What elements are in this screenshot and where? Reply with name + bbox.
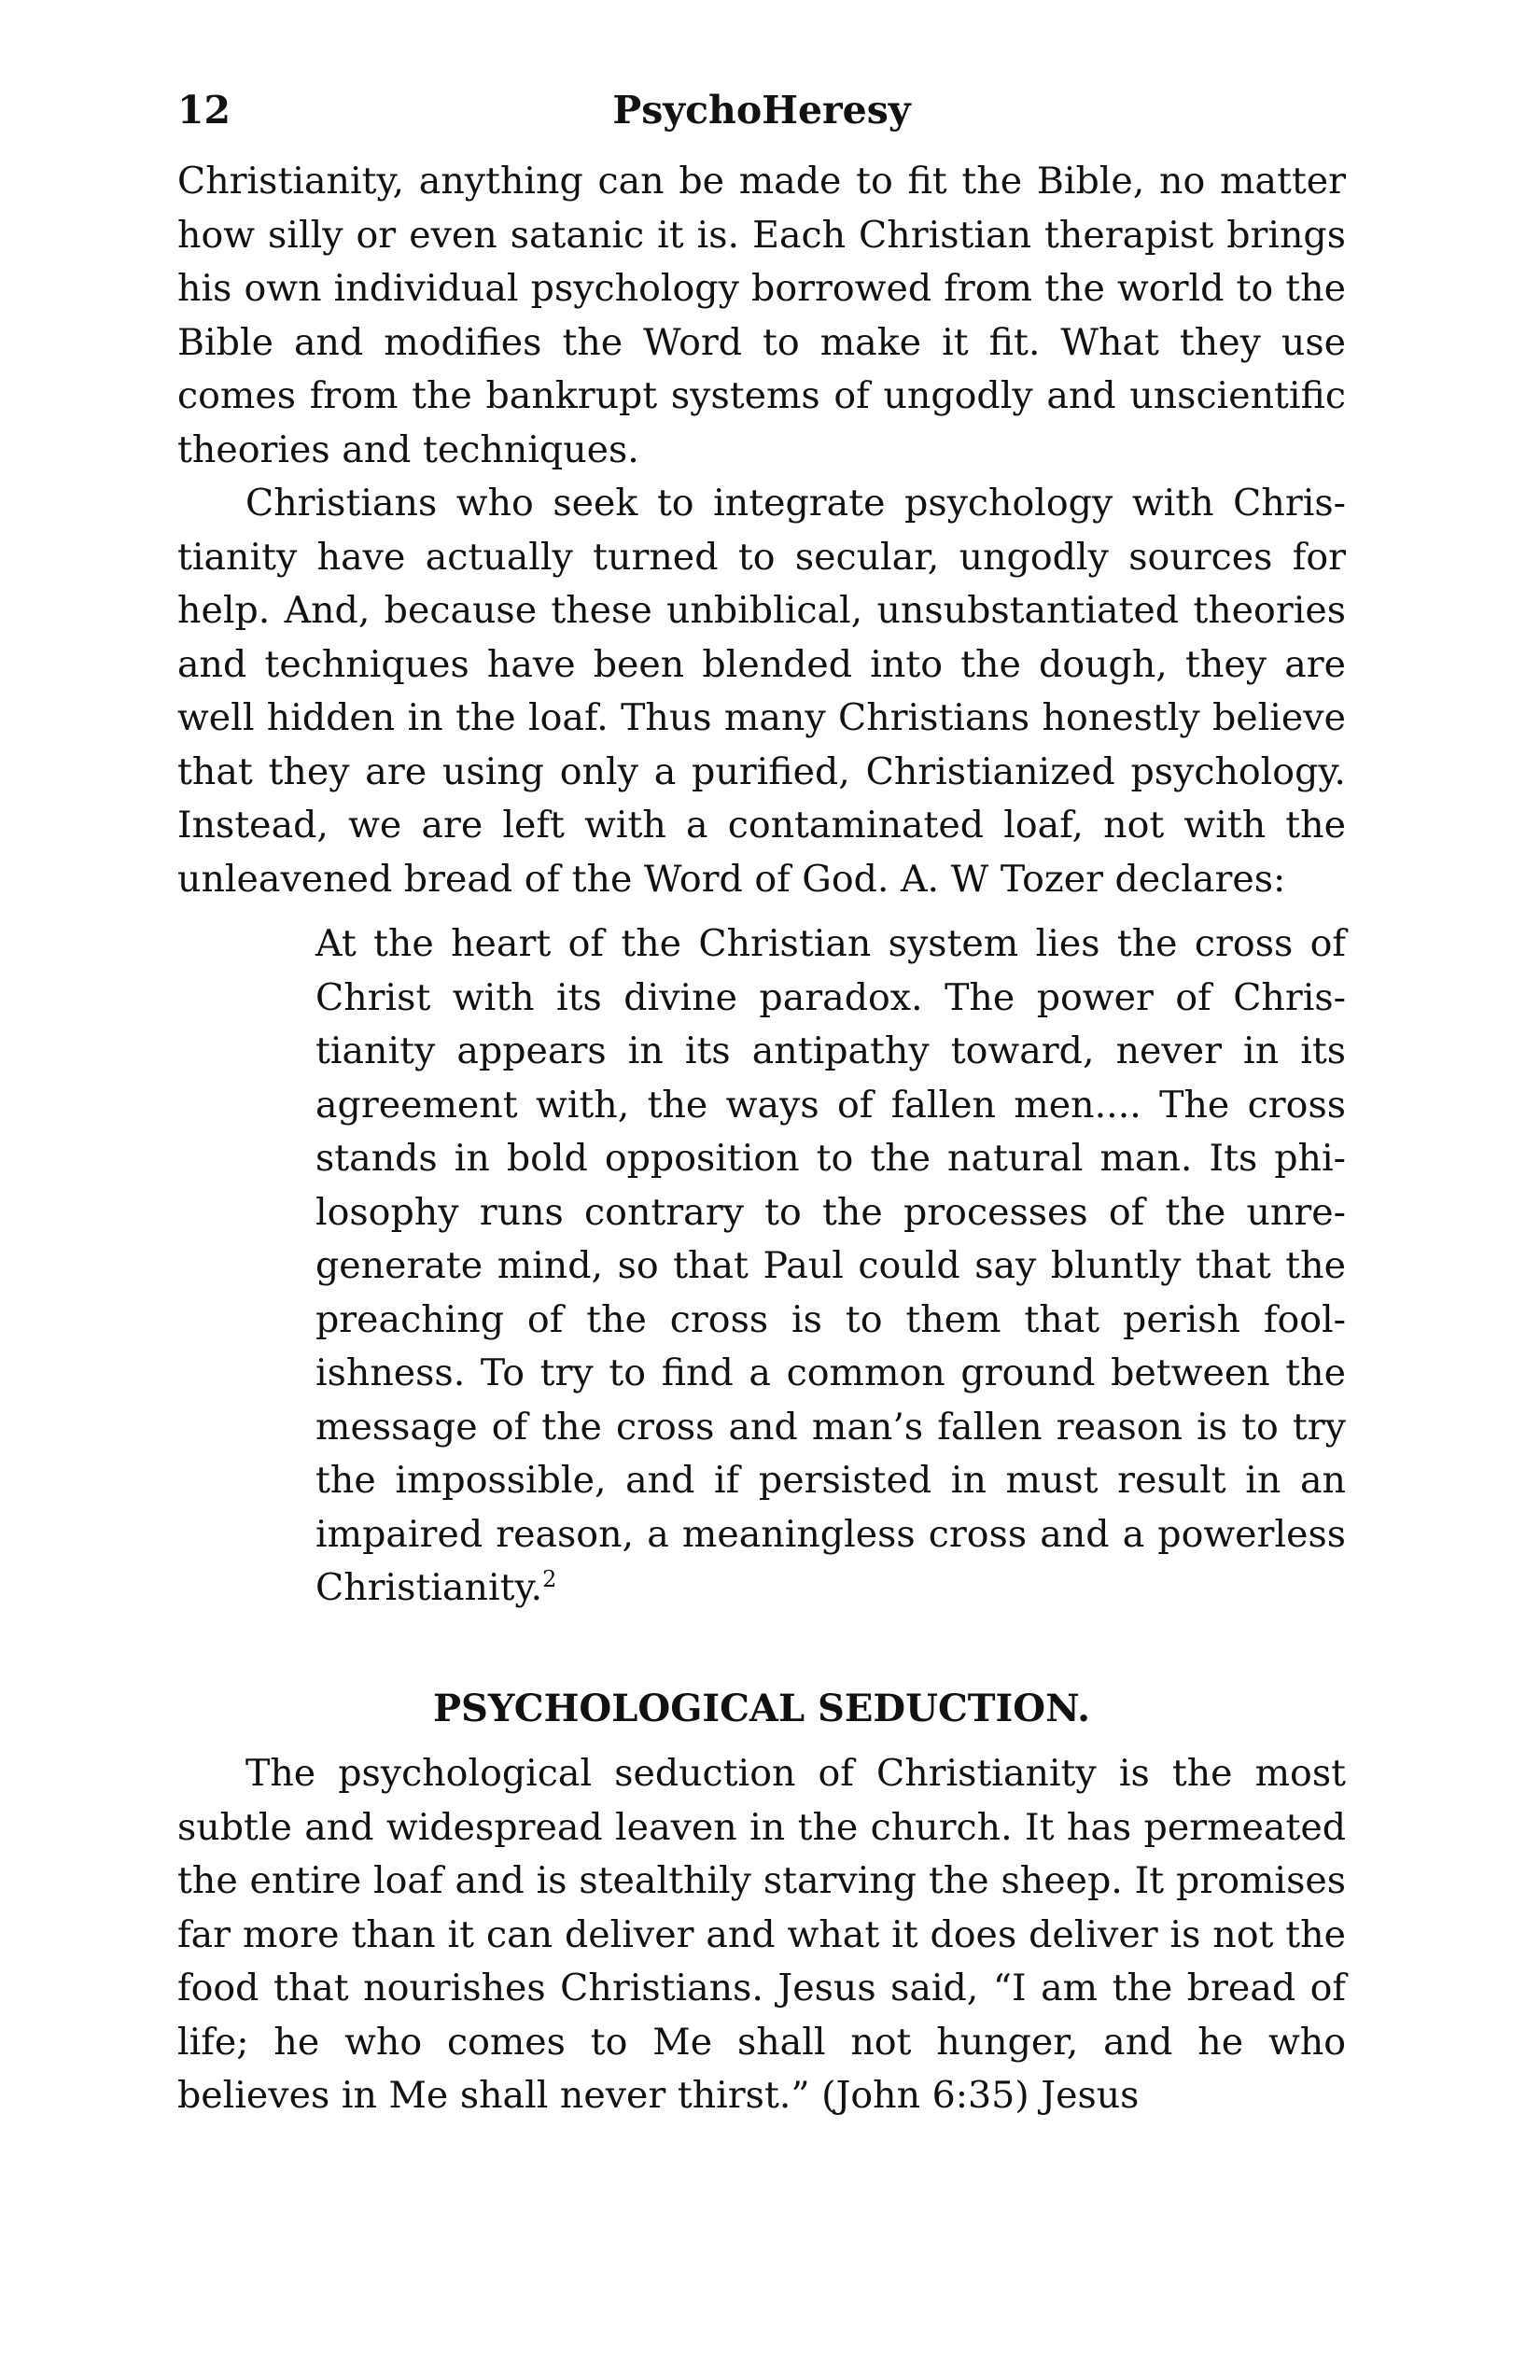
book-title: PsychoHeresy xyxy=(612,88,911,133)
body-text xyxy=(177,155,1346,2123)
running-header xyxy=(177,84,1346,136)
page-number: 12 xyxy=(177,88,231,133)
tozer-quote xyxy=(315,917,1346,1616)
footnote-marker: 2 xyxy=(542,1565,557,1592)
section-heading: PSYCHOLOGICAL SEDUCTION. xyxy=(432,1686,1091,1730)
paragraph-integration: Christians who seek to integrate psychology with Christianity have actually turned to secular, ungodly sources for help. And, because these unbiblical, unsubstantiated theories and techniques have been blended into the dough, they are well hidden in the loaf. Thus many Christians honestly believe that they are using only a purified, Christianized psychology. Instead, we are left with a contaminated loaf, not with the unleavened bread of the Word of God. A. W Tozer declares: xyxy=(177,482,1346,901)
paragraph-continuation: Christianity, anything can be made to fit the Bible, no matter how silly or even satanic it is. Each Christian therapist brings his own individual psychology borrowed from the world to the Bible and modifies the Word to make it fit. What they use comes from the bankrupt systems of ungodly and unscientific theories and techniques. xyxy=(177,160,1346,471)
tozer-quote-text: At the heart of the Christian system lies the cross of Christ with its divine paradox. The power of Christianity appears in its antipathy toward, never in its agreement with, the ways of fallen men.... The cross stands in bold opposition to the natural man. Its philosophy runs contrary to the processes of the unregenerate mind, so that Paul could say bluntly that the preaching of the cross is to them that perish foolishness. To try to find a common ground between the message of the cross and man’s fallen reason is to try the impossible, and if persisted in must result in an impaired reason, a meaningless cross and a powerless Christianity. xyxy=(315,922,1346,1609)
book-page xyxy=(177,84,1346,2123)
paragraph-seduction: The psychological seduction of Christianity is the most subtle and widespread leaven in the church. It has permeated the entire loaf and is stealthily starving the sheep. It promises far more than it can deliver and what it does deliver is not the food that nourishes Christians. Jesus said, “I am the bread of life; he who comes to Me shall not hunger, and he who believes in Me shall never thirst.” (John 6:35) Jesus xyxy=(177,1752,1346,2117)
